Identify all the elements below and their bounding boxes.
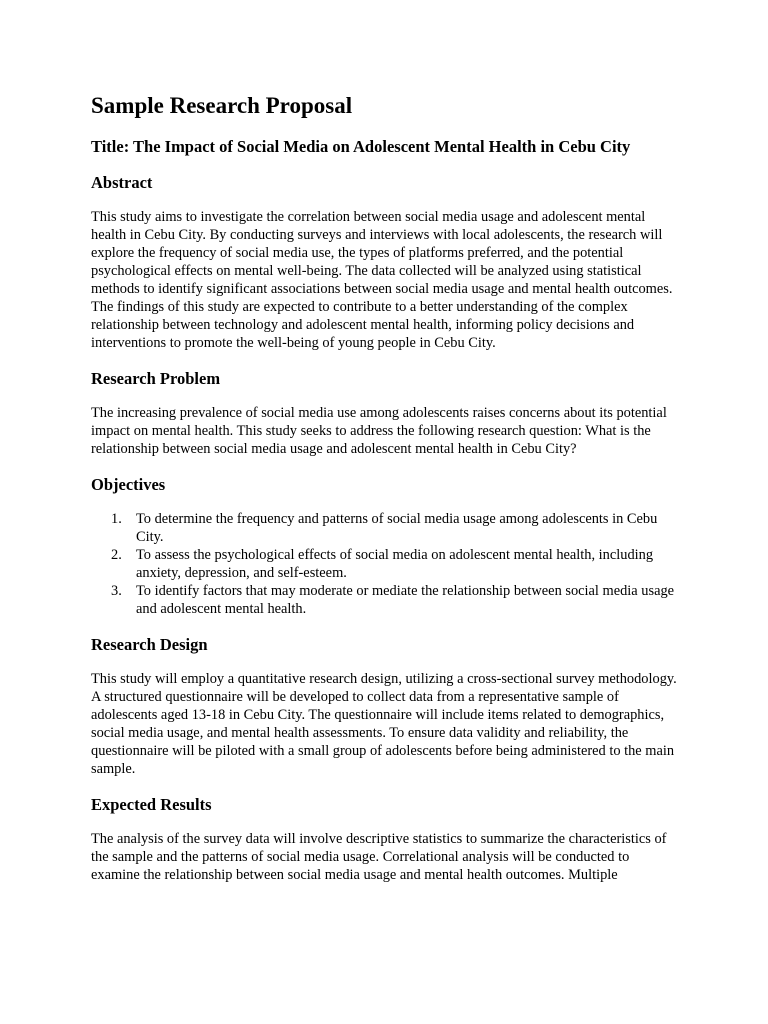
research-design-heading: Research Design [91, 635, 208, 654]
objective-text: To assess the psychological effects of social media on adolescent mental health, including anxiety, depression, and self-esteem. [136, 547, 654, 581]
expected-results-text: The analysis of the survey data will involve descriptive statistics to summarize the characteristics of the sample and the patterns of social media usage. Correlational analysis will be conducted to examine the relationship between social media usage and mental health outcomes. Multiple [91, 831, 667, 883]
proposal-title: Title: The Impact of Social Media on Adolescent Mental Health in Cebu City [91, 137, 631, 156]
objective-item [91, 582, 681, 618]
abstract-heading: Abstract [91, 173, 153, 192]
research-design-text: This study will employ a quantitative research design, utilizing a cross-sectional survey methodology. A structured questionnaire will be developed to collect data from a representative sample of adolescents aged 13-18 in Cebu City. The questionnaire will include items related to demographics, social media usage, and mental health assessments. To ensure data validity and reliability, the questionnaire will be piloted with a small group of adolescents before being administered to the main sample. [91, 671, 677, 777]
objective-text: To identify factors that may moderate or mediate the relationship between social media usage and adolescent mental health. [136, 583, 675, 617]
research-problem-text: The increasing prevalence of social media use among adolescents raises concerns about its potential impact on mental health. This study seeks to address the following research question: What is the relationship between social media usage and adolescent mental health in Cebu City? [91, 405, 667, 457]
objectives-heading: Objectives [91, 475, 166, 494]
objective-item [91, 546, 681, 582]
research-problem-heading: Research Problem [91, 369, 221, 388]
document-title: Sample Research Proposal [91, 93, 353, 118]
objective-number: 1. [111, 511, 122, 527]
objectives-list [91, 510, 681, 618]
objective-text: To determine the frequency and patterns of social media usage among adolescents in Cebu City. [136, 511, 658, 545]
expected-results-heading: Expected Results [91, 795, 212, 814]
objective-number: 2. [111, 547, 122, 563]
objective-number: 3. [111, 583, 122, 599]
objective-item [91, 510, 681, 546]
abstract-text: This study aims to investigate the correlation between social media usage and adolescent mental health in Cebu City. By conducting surveys and interviews with local adolescents, the research will explore the frequency of social media use, the types of platforms preferred, and the potential psychological effects on mental well-being. The data collected will be analyzed using statistical methods to identify significant associations between social media usage and mental health outcomes. The findings of this study are expected to contribute to a better understanding of the complex relationship between technology and adolescent mental health, informing policy decisions and interventions to promote the well-being of young people in Cebu City. [91, 209, 673, 351]
document-page [91, 92, 681, 1002]
